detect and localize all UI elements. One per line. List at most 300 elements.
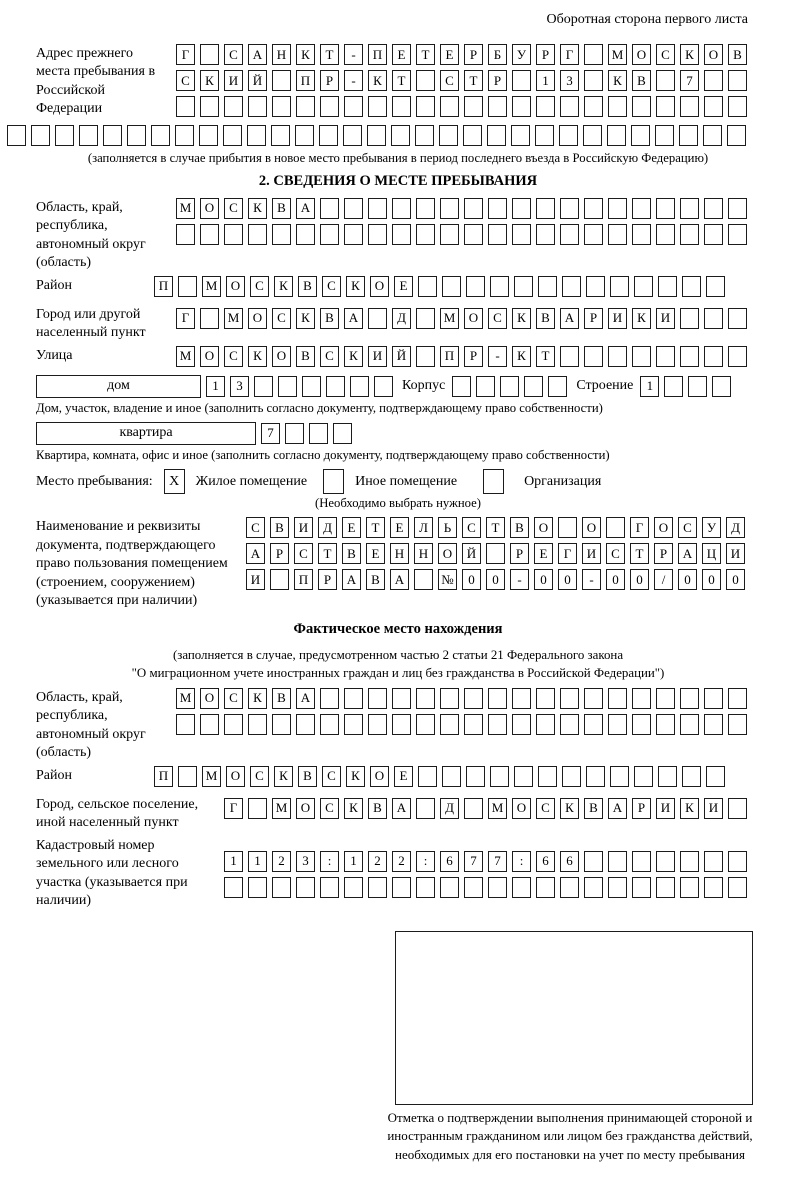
char-box (488, 224, 507, 245)
house-number-boxes (206, 376, 398, 397)
char-box (656, 851, 675, 872)
field-region-actual (36, 688, 760, 763)
apartment-boxes (261, 423, 357, 444)
char-box (514, 766, 533, 787)
char-box (658, 276, 677, 297)
char-box: К (346, 766, 365, 787)
char-box: А (560, 308, 579, 329)
char-box: И (246, 569, 265, 590)
char-box (500, 376, 519, 397)
char-row (246, 517, 750, 538)
char-box (535, 125, 554, 146)
char-box (538, 766, 557, 787)
char-box: И (294, 517, 313, 538)
char-box (536, 714, 555, 735)
char-box (488, 877, 507, 898)
char-box: 3 (296, 851, 315, 872)
char-box: Е (394, 766, 413, 787)
char-box: А (246, 543, 265, 564)
char-box (688, 376, 707, 397)
char-box: Н (390, 543, 409, 564)
char-box (368, 224, 387, 245)
char-box (178, 276, 197, 297)
char-box (608, 198, 627, 219)
char-box (320, 96, 339, 117)
char-box (584, 688, 603, 709)
char-box: И (726, 543, 745, 564)
char-box (490, 276, 509, 297)
char-box: Т (486, 517, 505, 538)
char-box (664, 376, 683, 397)
actual-location-title: Фактическое место нахождения (293, 620, 503, 637)
char-box: В (272, 198, 291, 219)
house-type-box: дом (36, 375, 201, 398)
char-box (320, 714, 339, 735)
korpus-boxes (452, 376, 572, 397)
prev-address-caption: (заполняется в случае прибытия в новое место пребывания в период последнего въезда в Российскую Федерацию) (87, 151, 709, 165)
char-box (631, 125, 650, 146)
char-row (224, 795, 752, 819)
char-box (560, 346, 579, 367)
char-box: И (368, 346, 387, 367)
char-box (416, 70, 435, 91)
char-box (536, 96, 555, 117)
char-box (608, 851, 627, 872)
char-box: - (344, 44, 363, 65)
char-box (586, 766, 605, 787)
char-box: 2 (368, 851, 387, 872)
char-box (728, 798, 747, 819)
char-box: К (344, 798, 363, 819)
char-box: 0 (678, 569, 697, 590)
char-box: О (534, 517, 553, 538)
char-box (584, 224, 603, 245)
char-box: П (154, 766, 173, 787)
char-box (368, 714, 387, 735)
char-box (608, 346, 627, 367)
char-box (514, 276, 533, 297)
char-box: Т (536, 346, 555, 367)
char-box: 0 (726, 569, 745, 590)
char-box: М (176, 346, 195, 367)
char-box (79, 125, 98, 146)
char-box: О (464, 308, 483, 329)
char-box: О (226, 766, 245, 787)
char-box (440, 688, 459, 709)
char-box: М (176, 688, 195, 709)
checkbox-other-premises (323, 469, 344, 494)
char-box (248, 798, 267, 819)
char-box: В (510, 517, 529, 538)
char-box (416, 798, 435, 819)
char-box: 0 (606, 569, 625, 590)
char-row (154, 276, 730, 297)
char-box: А (344, 308, 363, 329)
char-box (512, 877, 531, 898)
char-box: О (438, 543, 457, 564)
field-prev-address (36, 44, 760, 122)
char-box: Г (558, 543, 577, 564)
char-box (440, 877, 459, 898)
char-box (656, 714, 675, 735)
char-box (392, 96, 411, 117)
option-other-premises-label: Иное помещение (355, 473, 458, 489)
char-box: О (200, 688, 219, 709)
char-box (442, 276, 461, 297)
char-box (488, 688, 507, 709)
char-box (632, 198, 651, 219)
char-row (176, 96, 752, 117)
char-box (416, 688, 435, 709)
char-box (344, 714, 363, 735)
char-box: К (248, 346, 267, 367)
char-box: К (248, 688, 267, 709)
char-box: Т (630, 543, 649, 564)
char-box (584, 851, 603, 872)
char-box (415, 125, 434, 146)
char-box (200, 96, 219, 117)
char-box: В (270, 517, 289, 538)
char-box: К (296, 44, 315, 65)
char-box (439, 125, 458, 146)
char-box (680, 877, 699, 898)
char-box (512, 70, 531, 91)
char-box (656, 224, 675, 245)
char-box (272, 224, 291, 245)
checkbox-organization (483, 469, 504, 494)
char-box: Е (440, 44, 459, 65)
char-box: О (632, 44, 651, 65)
prev-address-overflow-row (7, 125, 760, 146)
char-box (632, 877, 651, 898)
char-box (320, 224, 339, 245)
char-box: С (250, 276, 269, 297)
char-box: О (704, 44, 723, 65)
char-box (560, 198, 579, 219)
char-box (656, 346, 675, 367)
char-box (368, 688, 387, 709)
char-box: А (392, 798, 411, 819)
char-box (271, 125, 290, 146)
char-box (416, 198, 435, 219)
char-box (488, 714, 507, 735)
char-box: 1 (536, 70, 555, 91)
char-box (706, 766, 725, 787)
char-box (559, 125, 578, 146)
char-box: О (512, 798, 531, 819)
char-box (704, 851, 723, 872)
char-box: О (200, 198, 219, 219)
city-actual-label: Город, сельское поселение, иной населенный пункт (36, 796, 199, 831)
char-box: И (704, 798, 723, 819)
char-box (464, 714, 483, 735)
char-box (302, 376, 321, 397)
char-box: Д (440, 798, 459, 819)
char-box (608, 877, 627, 898)
char-box (524, 376, 543, 397)
char-box: 1 (640, 376, 659, 397)
char-box (270, 569, 289, 590)
char-box (680, 308, 699, 329)
char-box: С (320, 346, 339, 367)
char-box: Н (414, 543, 433, 564)
char-box: Т (320, 44, 339, 65)
char-box (656, 877, 675, 898)
char-box (728, 877, 747, 898)
char-box (416, 96, 435, 117)
char-box: : (416, 851, 435, 872)
char-box: С (440, 70, 459, 91)
char-box (466, 766, 485, 787)
char-box (320, 198, 339, 219)
char-box (442, 766, 461, 787)
char-box: 1 (224, 851, 243, 872)
char-box (728, 198, 747, 219)
char-box: К (560, 798, 579, 819)
char-box: И (582, 543, 601, 564)
char-box (309, 423, 328, 444)
char-box (343, 125, 362, 146)
district-label: Район (36, 277, 72, 293)
char-box: О (200, 346, 219, 367)
char-box (350, 376, 369, 397)
char-box: К (608, 70, 627, 91)
char-box: Е (392, 44, 411, 65)
char-box: К (344, 346, 363, 367)
header-note: Оборотная сторона первого листа (546, 12, 748, 27)
char-box: С (322, 766, 341, 787)
char-box: С (322, 276, 341, 297)
char-box: Е (534, 543, 553, 564)
char-box (272, 714, 291, 735)
actual-location-caption-2: "О миграционном учете иностранных граждан и лиц без гражданства в Российской Федерации") (131, 665, 665, 680)
char-box (606, 517, 625, 538)
char-box (344, 198, 363, 219)
char-box (247, 125, 266, 146)
char-box (296, 714, 315, 735)
char-box: В (632, 70, 651, 91)
char-box (704, 877, 723, 898)
char-box: Р (510, 543, 529, 564)
char-box: П (368, 44, 387, 65)
field-street (36, 346, 760, 372)
char-box: А (678, 543, 697, 564)
option-organization-label: Организация (524, 473, 602, 489)
char-box: К (632, 308, 651, 329)
char-box (584, 96, 603, 117)
char-box: К (274, 766, 293, 787)
char-box: 3 (560, 70, 579, 91)
char-box: С (294, 543, 313, 564)
char-row (246, 569, 750, 590)
char-box: П (294, 569, 313, 590)
char-box (584, 44, 603, 65)
char-box (418, 766, 437, 787)
char-box (704, 308, 723, 329)
char-box (224, 714, 243, 735)
char-box (680, 851, 699, 872)
char-box: 0 (558, 569, 577, 590)
char-box (285, 423, 304, 444)
char-box: Г (224, 798, 243, 819)
char-box: М (272, 798, 291, 819)
char-row (176, 688, 752, 709)
char-box: Р (536, 44, 555, 65)
char-box: Ь (438, 517, 457, 538)
char-box (486, 543, 505, 564)
city-label: Город или другой населенный пункт (36, 306, 146, 341)
char-box (632, 688, 651, 709)
char-box (728, 96, 747, 117)
char-row (224, 851, 752, 872)
char-box: - (510, 569, 529, 590)
char-box: А (608, 798, 627, 819)
char-box: М (608, 44, 627, 65)
char-box: У (702, 517, 721, 538)
char-box (656, 96, 675, 117)
char-box (680, 688, 699, 709)
char-box: К (346, 276, 365, 297)
char-box: А (296, 198, 315, 219)
char-box (272, 877, 291, 898)
stroenie-boxes (640, 376, 736, 397)
district-actual-label: Район (36, 767, 72, 783)
confirmation-stamp-box (395, 931, 753, 1105)
char-box: 0 (534, 569, 553, 590)
region-label: Область, край, республика, автономный округ (область) (36, 199, 146, 271)
char-box: С (320, 798, 339, 819)
char-box (607, 125, 626, 146)
char-box: С (488, 308, 507, 329)
char-box (344, 688, 363, 709)
char-box (103, 125, 122, 146)
char-box (464, 96, 483, 117)
char-box: Р (584, 308, 603, 329)
char-box (466, 276, 485, 297)
char-box: О (226, 276, 245, 297)
char-box (512, 224, 531, 245)
char-box (487, 125, 506, 146)
char-box: Б (488, 44, 507, 65)
char-box (278, 376, 297, 397)
char-box (728, 688, 747, 709)
char-box (704, 70, 723, 91)
char-box (416, 224, 435, 245)
section2-title: 2. СВЕДЕНИЯ О МЕСТЕ ПРЕБЫВАНИЯ (258, 172, 538, 189)
char-box: Н (272, 44, 291, 65)
char-box: М (202, 276, 221, 297)
house-row (36, 375, 760, 398)
char-box (560, 224, 579, 245)
char-box: И (224, 70, 243, 91)
char-box (488, 96, 507, 117)
char-box (584, 346, 603, 367)
char-box: С (224, 346, 243, 367)
char-box: 6 (536, 851, 555, 872)
char-box (656, 70, 675, 91)
char-box (320, 688, 339, 709)
char-box: Ц (702, 543, 721, 564)
char-box: Г (560, 44, 579, 65)
char-row (246, 543, 750, 564)
char-box (560, 714, 579, 735)
char-box (712, 376, 731, 397)
char-box: Р (464, 346, 483, 367)
stay-type-row (36, 469, 760, 494)
char-box: М (224, 308, 243, 329)
char-box: А (390, 569, 409, 590)
char-box: Е (394, 276, 413, 297)
char-box (655, 125, 674, 146)
char-box: - (488, 346, 507, 367)
char-box (490, 766, 509, 787)
char-box: Т (366, 517, 385, 538)
char-box (464, 224, 483, 245)
char-box: И (608, 308, 627, 329)
char-box: К (296, 308, 315, 329)
char-box (320, 877, 339, 898)
char-box (344, 224, 363, 245)
char-box (728, 714, 747, 735)
char-box (704, 224, 723, 245)
stay-type-label: Место пребывания: (36, 473, 153, 489)
char-box: К (512, 308, 531, 329)
char-box (634, 766, 653, 787)
char-box: К (200, 70, 219, 91)
char-box (548, 376, 567, 397)
char-box (392, 224, 411, 245)
char-box (452, 376, 471, 397)
char-box: Т (318, 543, 337, 564)
char-box: 2 (272, 851, 291, 872)
char-box: А (248, 44, 267, 65)
field-city-actual (36, 795, 760, 833)
char-box: Е (390, 517, 409, 538)
char-box (178, 766, 197, 787)
char-box: В (536, 308, 555, 329)
char-box: В (728, 44, 747, 65)
char-box (392, 877, 411, 898)
char-box: 7 (680, 70, 699, 91)
char-row (224, 877, 752, 898)
char-box (560, 688, 579, 709)
char-box (344, 877, 363, 898)
char-box (632, 96, 651, 117)
char-box (272, 96, 291, 117)
char-box (536, 224, 555, 245)
char-box (634, 276, 653, 297)
char-box (512, 688, 531, 709)
char-box: Г (176, 44, 195, 65)
field-cadastre (36, 836, 760, 911)
char-box (200, 44, 219, 65)
char-box: К (680, 44, 699, 65)
char-box: В (296, 346, 315, 367)
char-box: Р (464, 44, 483, 65)
char-box: Т (392, 70, 411, 91)
char-box: 7 (488, 851, 507, 872)
char-box (464, 688, 483, 709)
field-region (36, 198, 760, 273)
char-box: О (272, 346, 291, 367)
char-box (656, 198, 675, 219)
korpus-label: Корпус (402, 378, 446, 394)
char-box: Г (176, 308, 195, 329)
char-box: С (656, 44, 675, 65)
char-box (680, 198, 699, 219)
char-box (464, 877, 483, 898)
char-row (154, 766, 730, 787)
